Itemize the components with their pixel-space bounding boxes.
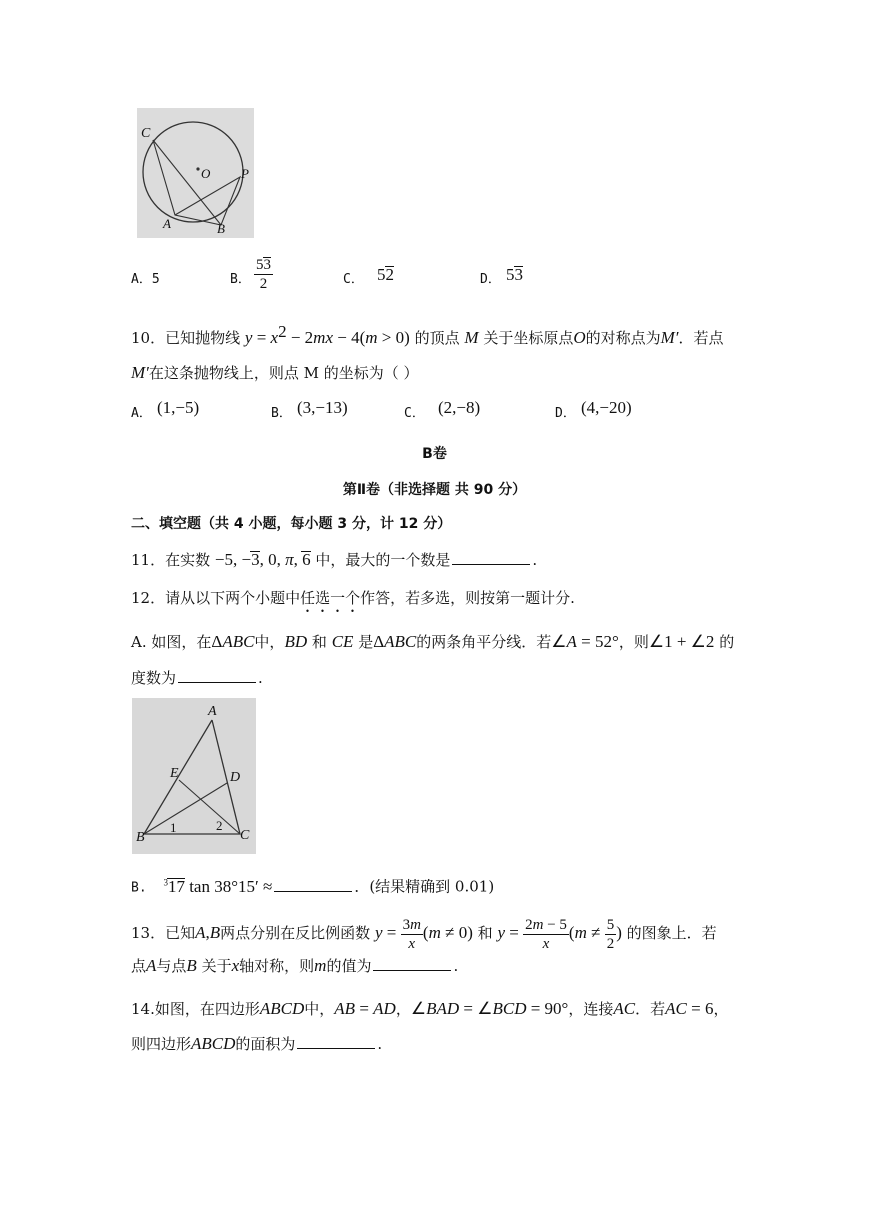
- q14-answer-blank[interactable]: [297, 1034, 375, 1049]
- q10-option-c-label: C．: [404, 406, 425, 421]
- q10-option-b-value: (3,−13): [297, 398, 348, 417]
- q9-option-d-label: D．: [480, 272, 501, 287]
- q10-line1: 10．已知抛物线 $y = x^2 - 2mx - 4(m > 0)$ 的顶点 M 关于坐标原点O的对称点为M′．若点: [131, 322, 724, 347]
- q10-option-a-label: A．: [131, 406, 152, 421]
- label-d: D: [230, 770, 241, 785]
- q9-option-c-value: 52: [377, 265, 394, 284]
- q10-option-a-value: (1,−5): [157, 398, 200, 417]
- q10-number: 10．: [131, 329, 166, 347]
- label-p: P: [241, 166, 249, 181]
- q9-option-d-value: 53: [506, 265, 523, 284]
- q12a-line2: 度数为 .: [131, 669, 263, 687]
- label-c: C: [240, 828, 250, 843]
- q13-answer-blank[interactable]: [373, 956, 451, 971]
- q9-option-b-label: B．: [230, 272, 251, 287]
- q13-line1: 13．已知A,B两点分别在反比例函数 y = $\frac{3m}{x}$ (m ≠ 0) 和 y = $\frac{2m - 5}{x}$ (m ≠ $\frac{5}{2}$ ) 的图象上．若: [131, 916, 717, 952]
- q13-line2: 点A与点B 关于x轴对称，则m的值为 .: [131, 956, 459, 975]
- label-a: A: [208, 704, 217, 719]
- q10-line2: M′在这条抛物线上，则点 M 的坐标为（ ）: [131, 363, 419, 382]
- part2-heading: 二、填空题（共 4 小题，每小题 3 分，计 12 分）: [131, 516, 452, 532]
- q14-line2: 则四边形ABCD的面积为 .: [131, 1034, 383, 1053]
- section-b-subtitle: 第Ⅱ卷（非选择题 共 90 分）: [342, 482, 527, 498]
- q11-answer-blank[interactable]: [452, 550, 530, 565]
- q10-options: [131, 398, 691, 422]
- circle-diagram: [137, 108, 254, 238]
- q10-option-c-value: (2,−8): [438, 398, 481, 417]
- q11-line: 11．在实数 −5, −3, 0, π, 6 中，最大的一个数是 .: [131, 550, 538, 569]
- label-angle-2: 2: [216, 818, 223, 833]
- q12a-answer-blank[interactable]: [178, 668, 256, 683]
- q12b-line: B. $^3$17 tan 38°15′ ≈ ．(结果精确到 0.01): [131, 876, 495, 896]
- q9-options: [131, 256, 631, 300]
- q10-option-b-label: B．: [271, 406, 292, 421]
- q12a-line1: A. 如图，在ΔABC中，BD 和 CE 是ΔABC的两条角平分线．若∠A = 52°，则∠1 + ∠2 的: [131, 632, 735, 651]
- q9-option-a: A．5: [131, 272, 160, 287]
- label-a: A: [163, 216, 171, 231]
- label-c: C: [141, 126, 151, 141]
- q10-option-d-value: (4,−20): [581, 398, 632, 417]
- q12b-answer-blank[interactable]: [274, 877, 352, 892]
- q9-option-b-value: $\frac{53}{2}$: [256, 257, 271, 292]
- label-e: E: [170, 766, 179, 781]
- q10-option-d-label: D．: [555, 406, 576, 421]
- label-b: B: [217, 221, 225, 236]
- label-angle-1: 1: [170, 820, 177, 835]
- q12-figure: [132, 698, 256, 854]
- label-b: B: [136, 830, 145, 845]
- q9-option-c-label: C．: [343, 272, 364, 287]
- q9-figure: [137, 108, 254, 238]
- q12-line: 12．请从以下两个小题中任选一个作答，若多选，则按第一题计分.: [131, 589, 575, 607]
- section-b-title: B卷: [422, 446, 447, 462]
- label-o: O: [201, 166, 211, 181]
- q14-line1: 14.如图，在四边形ABCD中，AB = AD，∠BAD = ∠BCD = 90°，连接AC．若AC = 6，: [131, 999, 729, 1018]
